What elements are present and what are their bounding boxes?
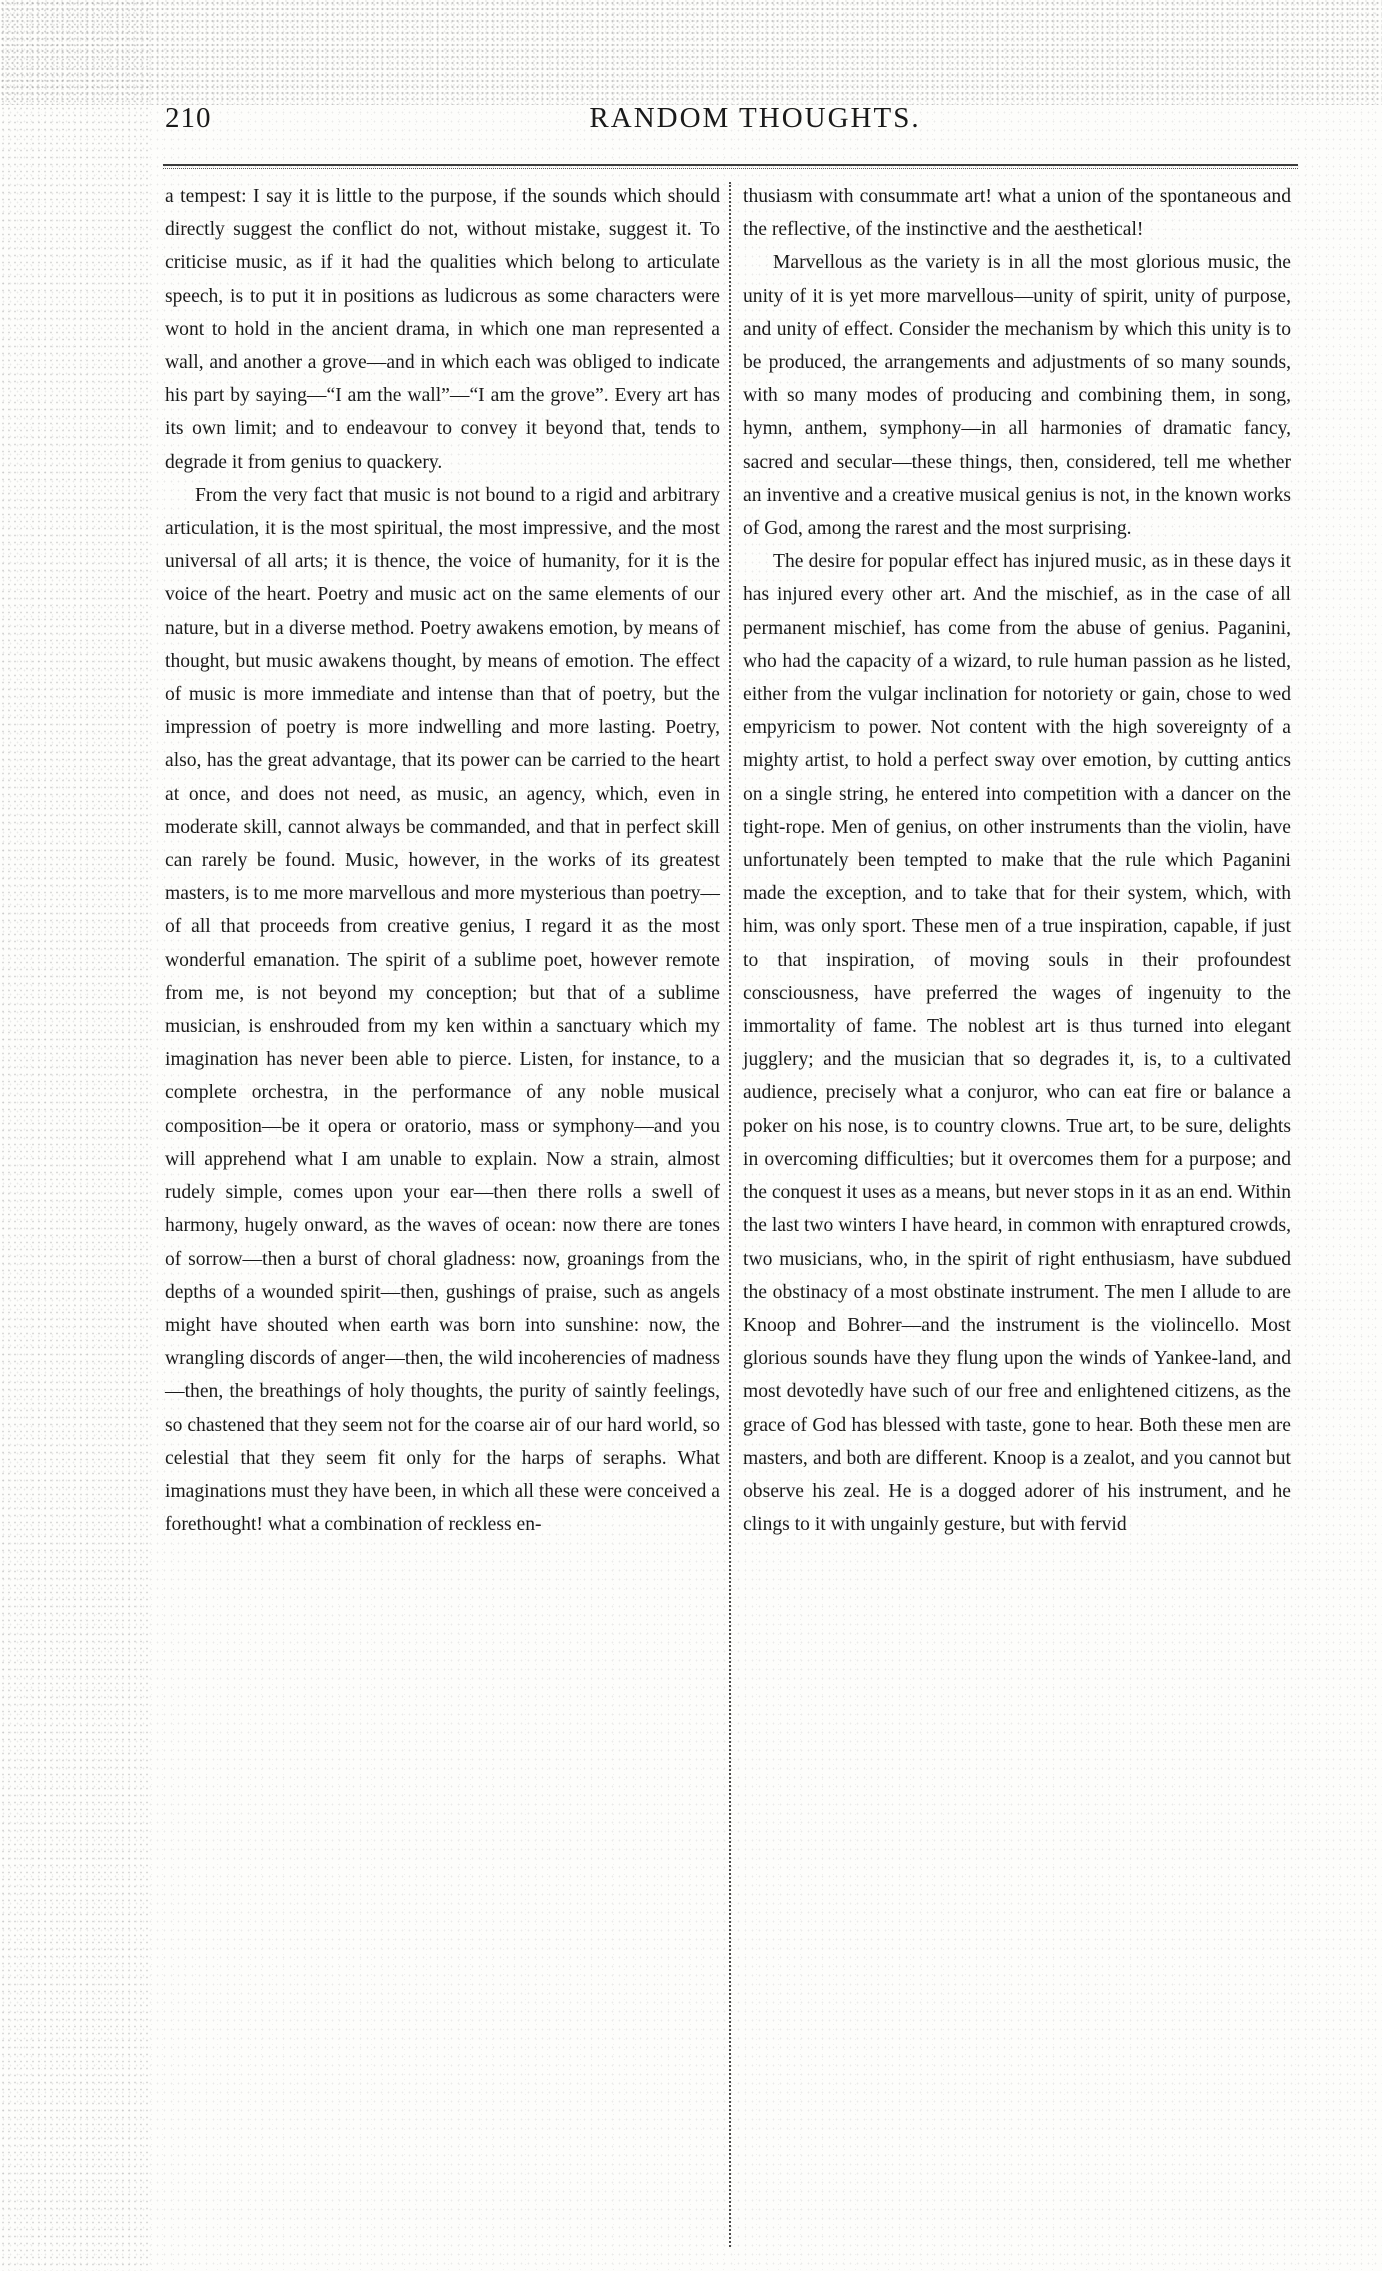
paragraph: a tempest: I say it is little to the purpose, if the sounds which should directly suggest the conflict do not, without mistake, suggest it. To criticise music, as if it had the qualities which belong to articulate speech, is to put it in positions as ludicrous as some characters were wont to hold in the ancient drama, in which one man represented a wall, and another a grove—and in which each was obliged to indicate his part by saying—“I am the wall”—“I am the grove”. Every art has its own limit; and to endeavour to convey it beyond that, tends to degrade it from genius to quackery. [165,186,720,473]
page-header [165,102,1295,150]
paragraph: thusiasm with consummate art! what a union of the spontaneous and the reflective, of the instinctive and the aesthetical! [743,186,1291,241]
paragraph: From the very fact that music is not bound to a rigid and arbitrary articulation, it is the most spiritual, the most impressive, and the most universal of all arts; it is thence, the voice of humanity, for it is the voice of the heart. Poetry and music act on the same elements of our nature, but in a diverse method. Poetry awakens emotion, by means of thought, but music awakens thought, by means of emotion. The effect of music is more immediate and intense than that of poetry, but the impression of poetry is more indwelling and more lasting. Poetry, also, has the great advantage, that its power can be carried to the heart at once, and does not need, as music, an agency, which, even in moderate skill, cannot always be commanded, and that in perfect skill can rarely be found. Music, however, in the works of its greatest masters, is to me more marvellous and more mysterious than poetry—of all that proceeds from creative genius, I regard it as the most wonderful emanation. The spirit of a sublime poet, however remote from me, is not beyond my conception; but that of a sublime musician, is enshrouded from my ken within a sanctuary which my imagination has never been able to pierce. Listen, for instance, to a complete orchestra, in the performance of any noble musical composition—be it opera or oratorio, mass or symphony—and you will apprehend what I am unable to explain. Now a strain, almost rudely simple, comes upon your ear—then there rolls a swell of harmony, hugely onward, as the waves of ocean: now there are tones of sorrow—then a burst of choral gladness: now, groanings from the depths of a wounded spirit—then, gushings of praise, such as angels might have shouted when earth was born into sunshine: now, the wrangling discords of anger—then, the wild incoherencies of madness—then, the breathings of holy thoughts, the purity of saintly feelings, so chastened that they seem not for the coarse air of our hard world, so celestial that they seem fit only for the harps of seraphs. What imaginations must they have been, in which all these were conceived a forethought! what a combination of reckless en- [165,484,720,1536]
header-rule [163,164,1298,166]
paragraph: The desire for popular effect has injured music, as in these days it has injured every other art. And the mischief, as in the case of all permanent mischief, has come from the abuse of genius. Paganini, who had the capacity of a wizard, to rule human passion as he listed, either from the vulgar inclination for notoriety or gain, chose to wed empyricism to power. Not content with the high sovereignty of a mighty artist, to hold a perfect sway over emotion, by cutting antics on a single string, he entered into competition with a dancer on the tight-rope. Men of genius, on other instruments than the violin, have unfortunately been tempted to make that the rule which Paganini made the exception, and to take that for their system, which, with him, was only sport. These men of a true inspiration, capable, if just to that inspiration, of moving souls in their profoundest consciousness, have preferred the wages of ingenuity to the immortality of fame. The noblest art is thus turned into elegant jugglery; and the musician that so degrades it, is, to a cultivated audience, precisely what a conjuror, who can eat fire or balance a poker on his nose, is to country clowns. True art, to be sure, delights in overcoming difficulties; but it overcomes them for a purpose; and the conquest it uses as a means, but never stops in it as an end. Within the last two winters I have heard, in common with enraptured crowds, two musicians, who, in the spirit of right enthusiasm, have subdued the obstinacy of a most obstinate instrument. The men I allude to are Knoop and Bohrer—and the instrument is the violincello. Most glorious sounds have they flung upon the winds of Yankee-land, and most devotedly have such of our free and enlightened citizens, as the grace of God has blessed with taste, gone to hear. Both these men are masters, and both are different. Knoop is a zealot, and you cannot but observe his zeal. He is a dogged adorer of his instrument, and he clings to it with ungainly gesture, but with fervid [743,551,1291,1536]
left-column [165,180,720,1541]
paragraph: Marvellous as the variety is in all the most glorious music, the unity of it is yet more marvellous—unity of spirit, unity of purpose, and unity of effect. Consider the mechanism by which this unity is to be produced, the arrangements and adjustments of so many sounds, with so many modes of producing and combining them, in song, hymn, anthem, symphony—in all harmonies of dramatic fancy, sacred and secular—these things, then, considered, tell me whether an inventive and a creative musical genius is not, in the known works of God, among the rarest and the most surprising. [743,252,1291,540]
scan-noise-top [0,0,1382,105]
right-column [743,180,1291,1541]
column-divider [729,182,731,2247]
header-rule-dotted [163,168,1298,169]
running-head: RANDOM THOUGHTS. [589,102,921,134]
page-number: 210 [165,102,212,134]
scan-noise-left [0,0,150,2271]
